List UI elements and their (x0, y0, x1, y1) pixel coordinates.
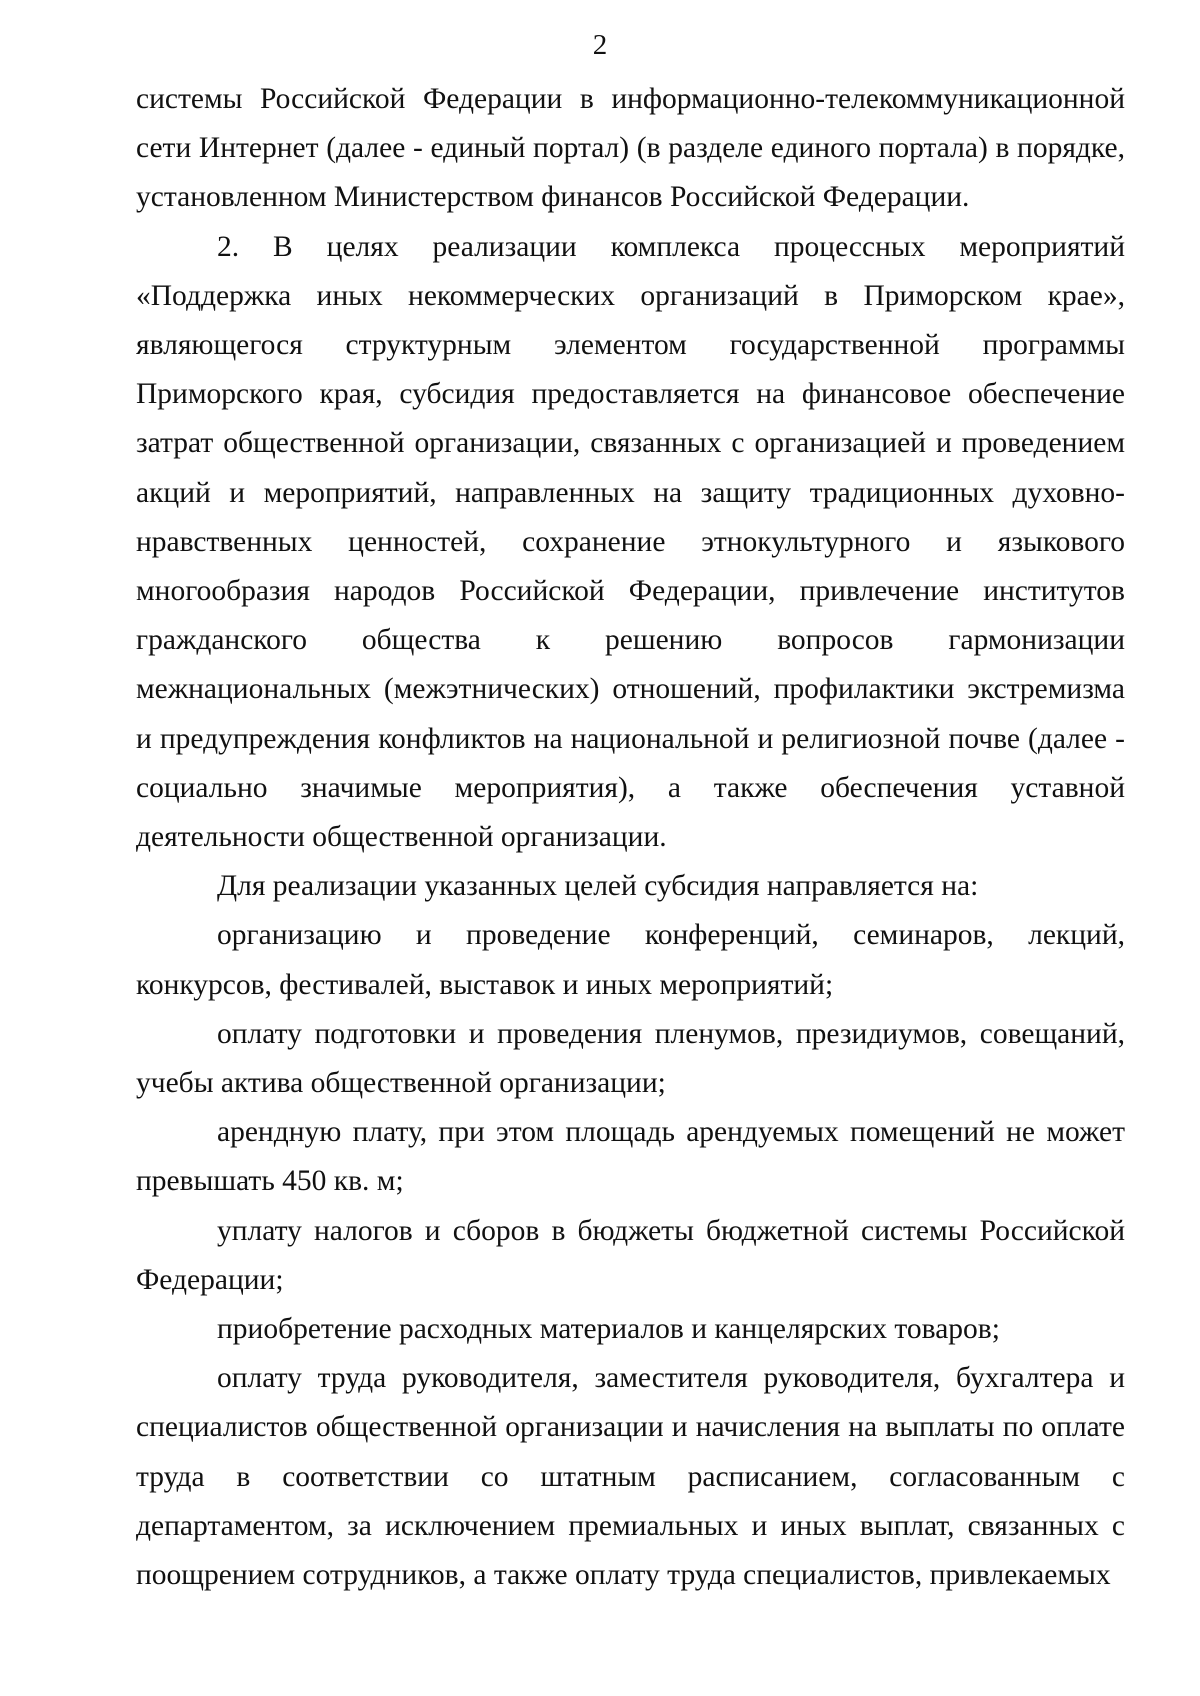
list-item-taxes: уплату налогов и сборов в бюджеты бюджетной системы Российской Федерации; (136, 1214, 1125, 1296)
page-number: 2 (592, 29, 608, 61)
list-item-events: организацию и проведение конференций, семинаров, лекций, конкурсов, фестивалей, выставок и иных мероприятий; (136, 919, 1125, 1001)
document-body (136, 75, 1125, 1600)
list-item-plenums: оплату подготовки и проведения пленумов, президиумов, совещаний, учебы актива общественной организации; (136, 1017, 1125, 1100)
paragraph-portal-continuation: системы Российской Федерации в информационно-телекоммуникационной сети Интернет (далее - единый портал) (в разделе единого портала) в порядке, установленном Министерством финансов Российской Федерации. (136, 83, 1125, 214)
list-item-rent: арендную плату, при этом площадь арендуемых помещений не может превышать 450 кв. м; (136, 1116, 1125, 1198)
list-item-salaries: оплату труда руководителя, заместителя руководителя, бухгалтера и специалистов общественной организации и начисления на выплаты по оплате труда в соответствии со штатным расписанием, согласованным с департаментом, за исключением премиальных и иных выплат, связанных с поощрением сотрудников, а также оплату труда специалистов, привлекаемых (136, 1362, 1125, 1592)
paragraph-item-2: 2. В целях реализации комплекса процессных мероприятий «Поддержка иных некоммерческих организаций в Приморском крае», являющегося структурным элементом государственной программы Приморского края, субсидия предоставляется на финансовое обеспечение затрат общественной организации, связанных с организацией и проведением акций и мероприятий, направленных на защиту традиционных духовно-нравственных ценностей, сохранение этнокультурного и языкового многообразия народов Российской Федерации, привлечение институтов гражданского общества к решению вопросов гармонизации межнациональных (межэтнических) отношений, профилактики экстремизма и предупреждения конфликтов на национальной и религиозной почве (далее - социально значимые мероприятия), а также обеспечения уставной деятельности общественной организации. (136, 230, 1125, 854)
paragraph-purpose-intro: Для реализации указанных целей субсидия направляется на: (217, 870, 979, 903)
list-item-supplies: приобретение расходных материалов и канцелярских товаров; (217, 1313, 1000, 1346)
